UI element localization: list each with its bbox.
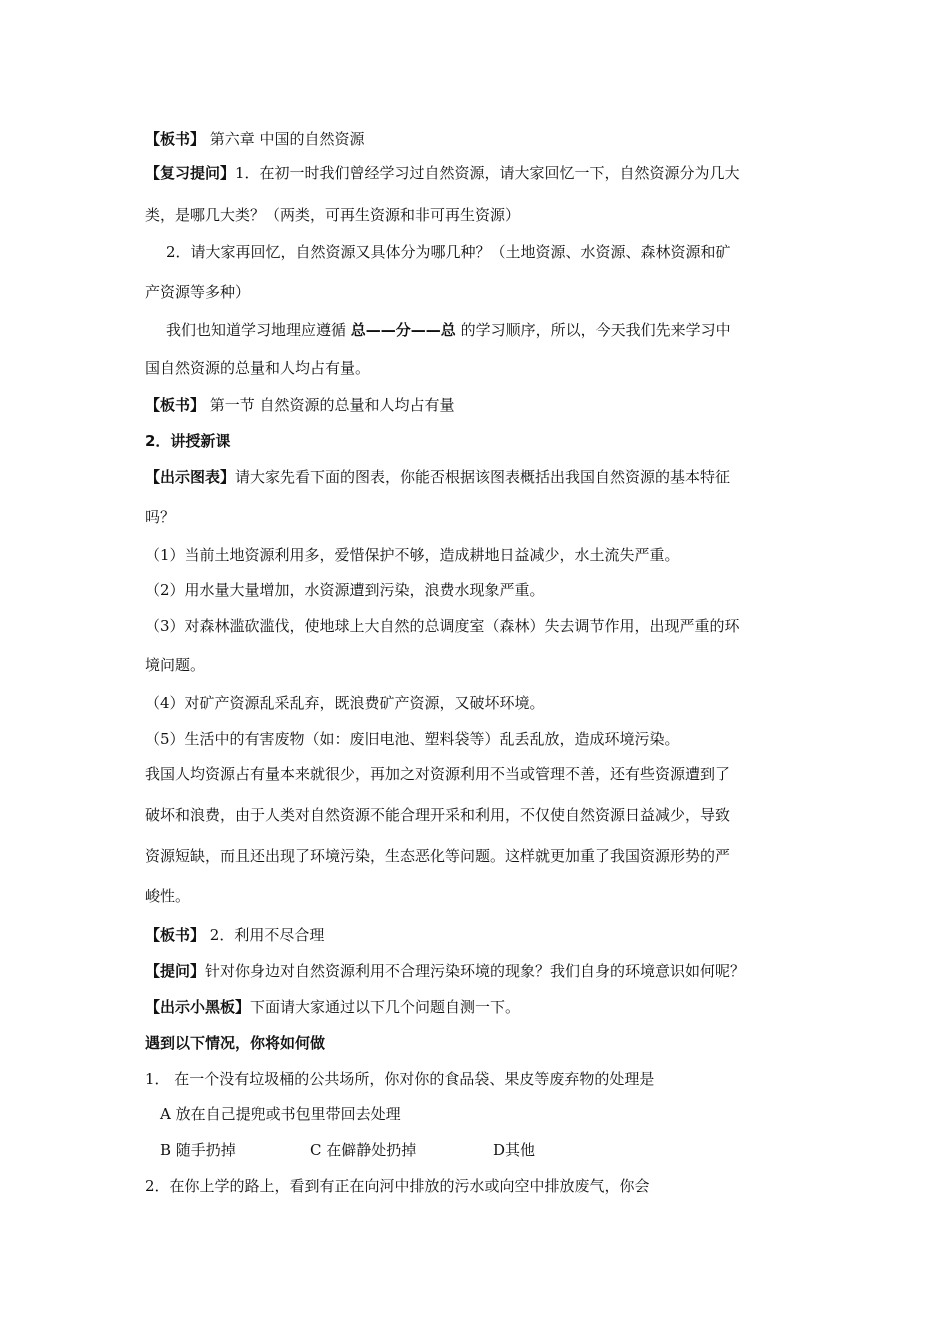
learning-order-bold: 总——分——总 [350, 321, 456, 339]
board-note-section [145, 395, 455, 415]
self-test-question-1: 1． 在一个没有垃圾桶的公共场所，你对你的食品袋、果皮等废弃物的处理是 [145, 1070, 655, 1088]
option-a: A 放在自己提兜或书包里带回去处理 [160, 1105, 401, 1123]
option-d: D其他 [493, 1141, 536, 1159]
option-b: B 随手扔掉 [160, 1141, 236, 1159]
small-board-text: 下面请大家通过以下几个问题自测一下。 [250, 998, 521, 1016]
review-question-text: 1．在初一时我们曾经学习过自然资源，请大家回忆一下，自然资源分为几大 [235, 164, 740, 182]
tag-board-note: 【板书】 [145, 130, 206, 148]
item-3-line-1: （3）对森林滥砍滥伐，使地球上大自然的总调度室（森林）失去调节作用，出现严重的环 [145, 617, 740, 635]
tag-board-note: 【板书】 [145, 396, 206, 414]
item-4: （4）对矿产资源乱采乱弃，既浪费矿产资源，又破坏环境。 [145, 694, 545, 712]
show-chart-line-1 [145, 467, 730, 487]
question-text: 针对你身边对自然资源利用不合理污染环境的现象？我们自身的环境意识如何呢？ [205, 962, 746, 980]
tag-question: 【提问】 [145, 962, 206, 980]
section-title: 第一节 自然资源的总量和人均占有量 [205, 396, 455, 414]
summary-line-3: 资源短缺，而且还出现了环境污染，生态恶化等问题。这样就更加重了我国资源形势的严 [145, 847, 731, 865]
review-question-2-line-1: 2．请大家再回忆，自然资源又具体分为哪几种？（土地资源、水资源、森林资源和矿 [166, 243, 731, 261]
learning-order-line-2: 国自然资源的总量和人均占有量。 [145, 359, 371, 377]
item-3-line-2: 境问题。 [145, 656, 206, 674]
point-2-title: 2．利用不尽合理 [205, 926, 325, 944]
item-2: （2）用水量大量增加，水资源遭到污染，浪费水现象严重。 [145, 581, 545, 599]
summary-line-1: 我国人均资源占有量本来就很少，再加之对资源利用不当或管理不善，还有些资源遭到了 [145, 765, 731, 783]
board-note-chapter [145, 129, 365, 149]
option-c: C 在僻静处扔掉 [310, 1141, 417, 1159]
chapter-title: 第六章 中国的自然资源 [205, 130, 365, 148]
learning-order-post: 的学习顺序，所以，今天我们先来学习中 [455, 321, 731, 339]
review-question-line-1 [145, 163, 740, 183]
board-note-point-2 [145, 925, 324, 945]
summary-line-4: 峻性。 [145, 887, 191, 905]
tag-review-question: 【复习提问】 [145, 164, 236, 182]
options-bcd [160, 1140, 535, 1160]
learning-order-pre: 我们也知道学习地理应遵循 [166, 321, 351, 339]
tag-show-chart: 【出示图表】 [145, 468, 236, 486]
show-chart-text: 请大家先看下面的图表，你能否根据该图表概括出我国自然资源的基本特征 [235, 468, 731, 486]
summary-line-2: 破坏和浪费，由于人类对自然资源不能合理开采和利用，不仅使自然资源日益减少，导致 [145, 806, 731, 824]
item-5: （5）生活中的有害废物（如：废旧电池、塑料袋等）乱丢乱放，造成环境污染。 [145, 730, 680, 748]
tag-board-note: 【板书】 [145, 926, 206, 944]
learning-order-line-1 [166, 320, 731, 340]
question-line [145, 961, 745, 981]
tag-small-board: 【出示小黑板】 [145, 998, 251, 1016]
review-question-line-2: 类，是哪几大类？（两类，可再生资源和非可再生资源） [145, 206, 521, 224]
self-test-question-2: 2．在你上学的路上，看到有正在向河中排放的污水或向空中排放废气，你会 [145, 1177, 650, 1195]
show-chart-line-2: 吗？ [145, 508, 176, 526]
review-question-2-line-2: 产资源等多种） [145, 283, 251, 301]
item-1: （1）当前土地资源利用多，爱惜保护不够，造成耕地日益减少，水土流失严重。 [145, 546, 680, 564]
small-board-line [145, 997, 520, 1017]
self-test-heading: 遇到以下情况，你将如何做 [145, 1034, 326, 1052]
new-lesson-heading: 2．讲授新课 [145, 432, 231, 450]
